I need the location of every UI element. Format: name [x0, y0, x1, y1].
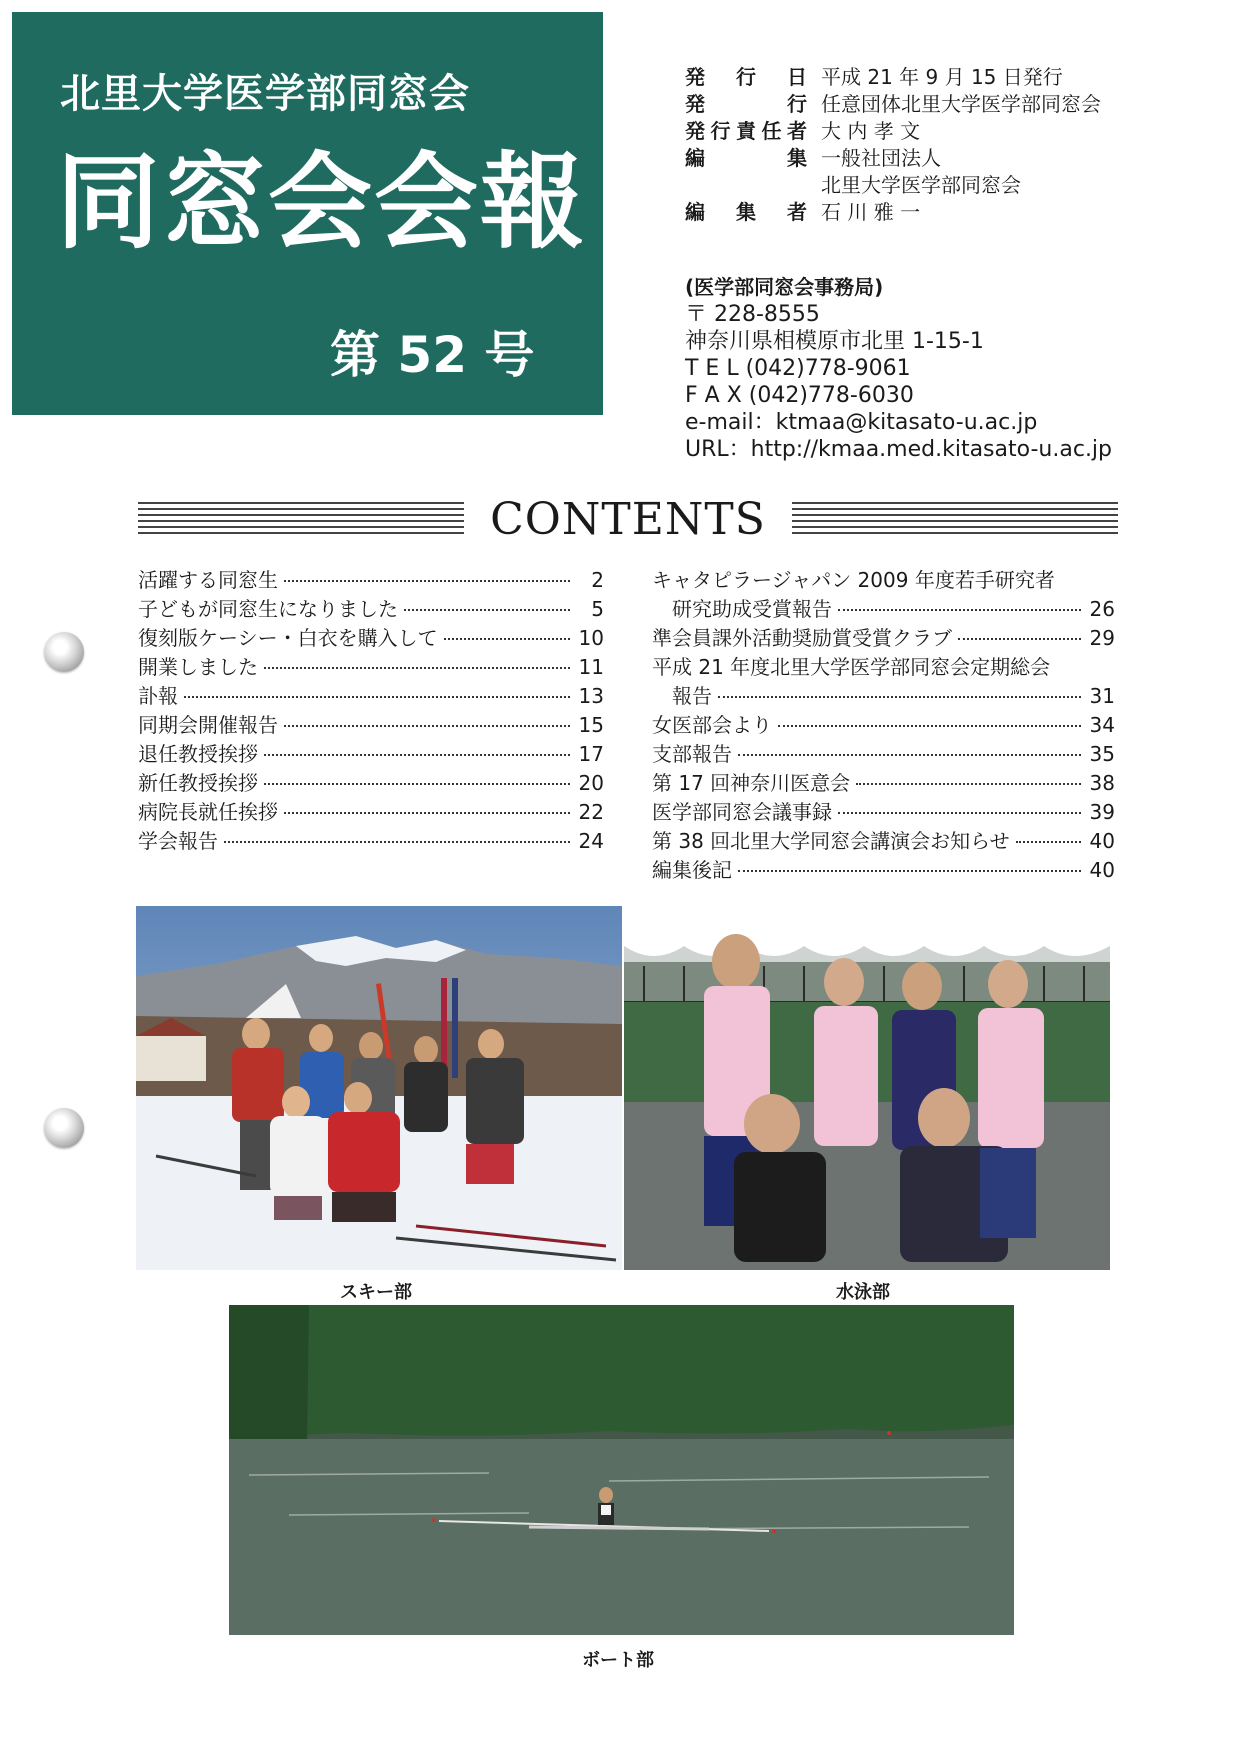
- toc-page: 15: [578, 713, 604, 737]
- toc-page: 31: [1089, 684, 1115, 708]
- toc-entry: [138, 769, 604, 798]
- toc-entry: [138, 827, 604, 856]
- toc-leader: [284, 812, 570, 814]
- toc-entry: [652, 798, 1115, 827]
- contents-heading: [138, 494, 1118, 545]
- toc-entry: [138, 740, 604, 769]
- rowing-scene-illustration: [229, 1305, 1014, 1635]
- toc-entry: [138, 653, 604, 682]
- office-fax: F A X (042)778-6030: [685, 383, 914, 408]
- toc-page: 10: [578, 626, 604, 650]
- toc-leader: [184, 696, 570, 698]
- toc-page: 13: [578, 684, 604, 708]
- office-title: (医学部同窓会事務局): [685, 275, 884, 299]
- toc-entry: [652, 682, 1115, 711]
- toc-leader: [1016, 841, 1081, 843]
- title-block: [12, 12, 603, 415]
- boat-club-photo: [229, 1305, 1014, 1635]
- toc-title: 活躍する同窓生: [138, 568, 278, 592]
- toc-title: 女医部会より: [652, 713, 772, 737]
- toc-title: 学会報告: [138, 829, 218, 853]
- toc-page: 24: [578, 829, 604, 853]
- pub-row-editor-org-2: [685, 172, 1101, 199]
- toc-title: 準会員課外活動奨励賞受賞クラブ: [652, 626, 952, 650]
- ski-scene-illustration: [136, 906, 622, 1270]
- toc-page: 2: [591, 568, 604, 592]
- toc-title: 新任教授挨拶: [138, 771, 258, 795]
- toc-page: 5: [591, 597, 604, 621]
- toc-entry: [652, 624, 1115, 653]
- toc-entry: [138, 682, 604, 711]
- pub-row-publisher: [685, 91, 1101, 118]
- pub-row-editor-org: [685, 145, 1101, 172]
- toc-right-column: [652, 566, 1115, 885]
- toc-title: 退任教授挨拶: [138, 742, 258, 766]
- toc-leader: [264, 754, 570, 756]
- pub-label: 編集者: [685, 200, 807, 224]
- toc-page: 34: [1089, 713, 1115, 737]
- toc-title: 支部報告: [652, 742, 732, 766]
- office-address: 神奈川県相模原市北里 1-15-1: [685, 329, 984, 354]
- toc-leader: [738, 870, 1081, 872]
- toc-title: 医学部同窓会議事録: [652, 800, 832, 824]
- pub-value: 石 川 雅 一: [821, 200, 921, 224]
- toc-title: 同期会開催報告: [138, 713, 278, 737]
- office-tel: T E L (042)778-9061: [685, 356, 911, 381]
- toc-page: 35: [1089, 742, 1115, 766]
- pub-label: 発行日: [685, 65, 807, 89]
- pub-value: 北里大学医学部同窓会: [821, 173, 1021, 197]
- swim-scene-illustration: [624, 906, 1110, 1270]
- pub-value: 平成 21 年 9 月 15 日発行: [821, 65, 1063, 89]
- pub-value: 一般社団法人: [821, 146, 941, 170]
- toc-entry: [138, 711, 604, 740]
- toc-leader: [444, 638, 570, 640]
- toc-title: 子どもが同窓生になりました: [138, 597, 398, 621]
- toc-page: 39: [1089, 800, 1115, 824]
- toc-leader: [264, 667, 570, 669]
- toc-leader: [404, 609, 570, 611]
- toc-entry: [652, 711, 1115, 740]
- boat-club-caption: ボート部: [582, 1650, 654, 1671]
- office-email: e-mail：ktmaa@kitasato-u.ac.jp: [685, 410, 1038, 435]
- binder-hole-icon: [44, 1108, 84, 1148]
- toc-title: 第 17 回神奈川医意会: [652, 771, 851, 795]
- pub-label: [685, 172, 807, 199]
- toc-page: 26: [1089, 597, 1115, 621]
- swim-club-caption: 水泳部: [836, 1282, 890, 1303]
- toc-leader: [284, 580, 570, 582]
- toc-leader: [284, 725, 570, 727]
- ski-club-caption: スキー部: [340, 1282, 412, 1303]
- toc-leader: [738, 754, 1081, 756]
- toc-leader: [856, 783, 1081, 785]
- toc-page: 17: [578, 742, 604, 766]
- pub-row-responsible: [685, 118, 1101, 145]
- issue-number: 第 52 号: [330, 326, 535, 384]
- pub-label: 発行責任者: [685, 119, 807, 143]
- ski-club-photo: [136, 906, 622, 1270]
- swim-club-photo: [624, 906, 1110, 1270]
- toc-entry: [652, 856, 1115, 885]
- toc-title: 報告: [672, 684, 712, 708]
- pub-value: 大 内 孝 文: [821, 119, 921, 143]
- toc-entry: [138, 566, 604, 595]
- toc-page: 11: [578, 655, 604, 679]
- toc-page: 22: [578, 800, 604, 824]
- binder-hole-icon: [44, 632, 84, 672]
- toc-entry: [138, 624, 604, 653]
- toc-leader: [778, 725, 1081, 727]
- toc-page: 20: [578, 771, 604, 795]
- toc-title: 復刻版ケーシー・白衣を購入して: [138, 626, 438, 650]
- toc-left-column: [138, 566, 604, 856]
- toc-title-line: キャタピラージャパン 2009 年度若手研究者: [652, 568, 1055, 592]
- toc-leader: [838, 609, 1081, 611]
- toc-title: 病院長就任挨拶: [138, 800, 278, 824]
- publication-info: [685, 64, 1101, 226]
- toc-title: 第 38 回北里大学同窓会講演会お知らせ: [652, 829, 1010, 853]
- toc-leader: [718, 696, 1081, 698]
- toc-entry: [138, 798, 604, 827]
- toc-title-line: 平成 21 年度北里大学医学部同窓会定期総会: [652, 655, 1051, 679]
- toc-title: 編集後記: [652, 858, 732, 882]
- pub-label: 編集: [685, 146, 807, 170]
- pub-value: 任意団体北里大学医学部同窓会: [821, 92, 1101, 116]
- pub-row-date: [685, 64, 1101, 91]
- toc-page: 40: [1089, 858, 1115, 882]
- org-name: 北里大学医学部同窓会: [60, 71, 470, 117]
- office-postal: 〒 228-8555: [685, 302, 820, 327]
- toc-entry: [652, 595, 1115, 624]
- toc-page: 38: [1089, 771, 1115, 795]
- toc-leader: [224, 841, 570, 843]
- toc-entry: [652, 740, 1115, 769]
- toc-leader: [838, 812, 1081, 814]
- pub-row-editor: [685, 199, 1101, 226]
- toc-page: 40: [1089, 829, 1115, 853]
- contents-title: CONTENTS: [490, 494, 766, 545]
- toc-page: 29: [1089, 626, 1115, 650]
- toc-entry: [652, 827, 1115, 856]
- office-info: [685, 274, 1112, 463]
- toc-title: 開業しました: [138, 655, 258, 679]
- toc-title: 研究助成受賞報告: [672, 597, 832, 621]
- toc-leader: [958, 638, 1081, 640]
- heading-stripes-right: [792, 502, 1118, 534]
- toc-title: 訃報: [138, 684, 178, 708]
- office-url: URL：http://kmaa.med.kitasato-u.ac.jp: [685, 437, 1113, 462]
- toc-leader: [264, 783, 570, 785]
- toc-entry: [138, 595, 604, 624]
- main-title: 同窓会会報: [56, 141, 587, 263]
- pub-label: 発行: [685, 92, 807, 116]
- toc-entry: [652, 769, 1115, 798]
